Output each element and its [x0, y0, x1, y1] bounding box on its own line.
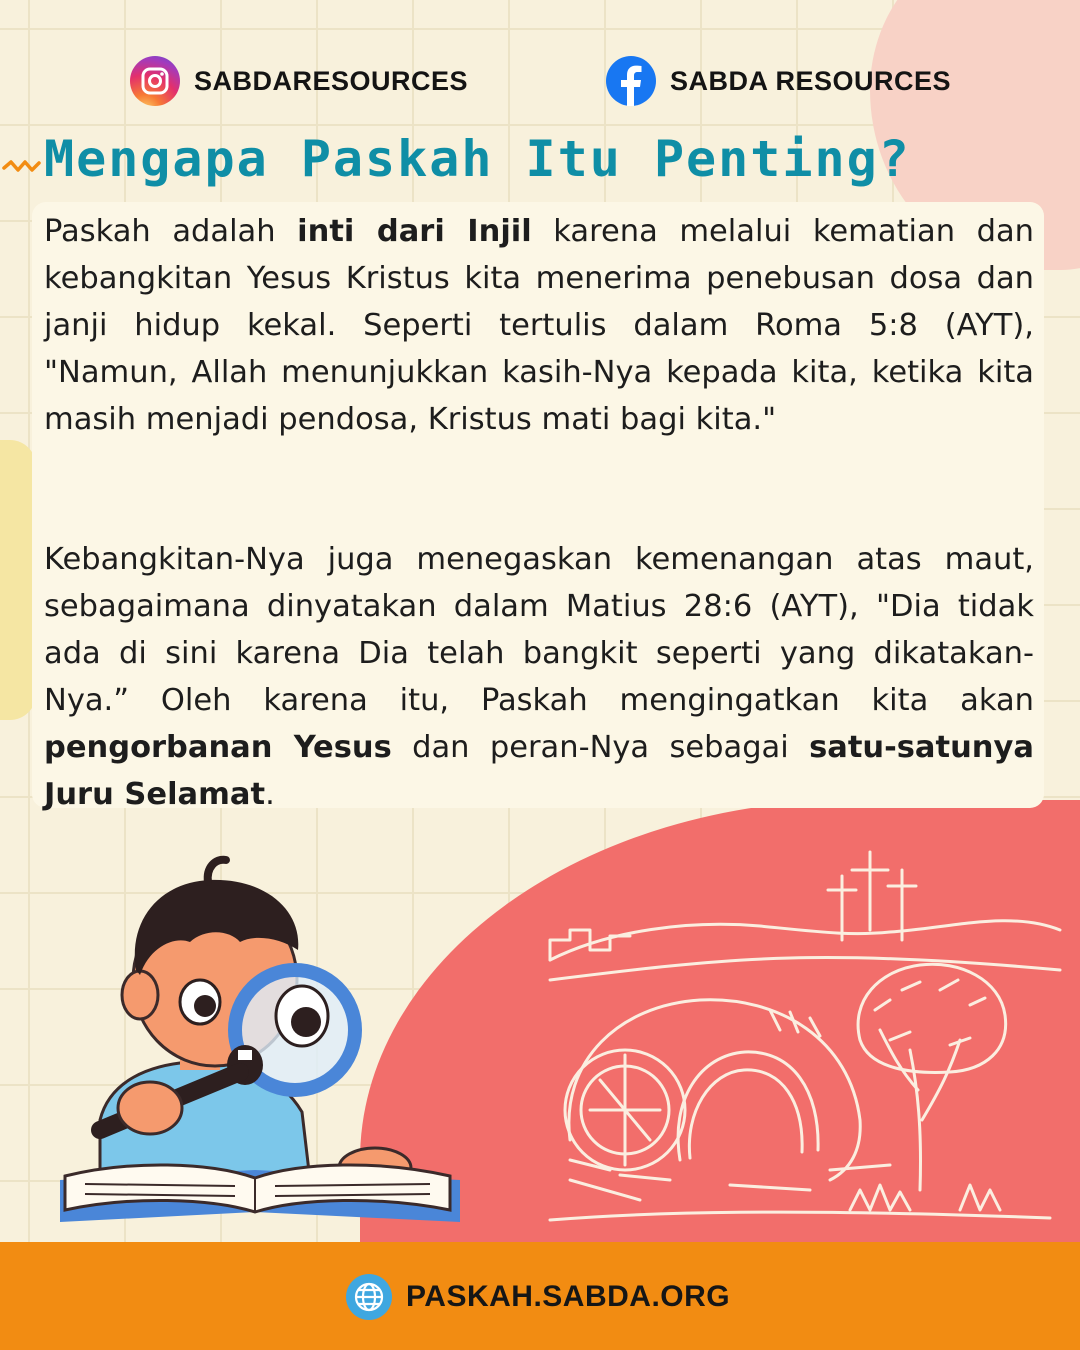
paragraph-1-text-1: Paskah adalah [44, 214, 298, 249]
paragraph-2 [44, 536, 1034, 818]
paragraph-1 [44, 208, 1034, 443]
instagram-icon [130, 56, 180, 106]
instagram-handle[interactable] [130, 56, 468, 106]
social-header [0, 56, 1080, 112]
boy-reading-illustration [40, 850, 480, 1242]
website-url: PASKAH.SABDA.ORG [406, 1280, 731, 1313]
paragraph-2-bold-2: satu-satunya Juru Selamat [44, 730, 1034, 812]
facebook-icon [606, 56, 656, 106]
paragraph-1-bold-1: inti dari Injil [297, 214, 532, 249]
facebook-label: SABDA RESOURCES [670, 65, 952, 96]
paragraph-2-bold-1: pengorbanan Yesus [44, 730, 392, 765]
footer-bar [0, 1242, 1080, 1350]
paragraph-2-text-2: dan peran-Nya sebagai [391, 730, 810, 765]
yellow-tab-decoration [0, 440, 36, 720]
website-link[interactable] [346, 1274, 730, 1320]
empty-tomb-illustration [530, 840, 1070, 1240]
facebook-handle[interactable] [606, 56, 951, 106]
instagram-label: SABDARESOURCES [194, 65, 469, 96]
paragraph-2-text-1: Kebangkitan-Nya juga menegaskan kemenangan atas maut, sebagaimana dinyatakan dalam Matius 28:6 (AYT), "Dia tidak ada di sini karena Dia telah bangkit seperti yang dikatakan-Nya.” Oleh karena itu, Paskah mengingatkan kita akan [44, 542, 1034, 718]
page-title: Mengapa Paskah Itu Penting? [44, 130, 911, 188]
paragraph-1-text-2: karena melalui kematian dan kebangkitan Yesus Kristus kita menerima penebusan dosa dan janji hidup kekal. Seperti tertulis dalam Roma 5:8 (AYT), "Namun, Allah menunjukkan kasih-Nya kepada kita, ketika kita masih menjadi pendosa, Kristus mati bagi kita." [44, 214, 1034, 437]
globe-icon [346, 1274, 392, 1320]
squiggle-decoration [2, 158, 42, 178]
paragraph-2-text-3: . [265, 777, 275, 812]
